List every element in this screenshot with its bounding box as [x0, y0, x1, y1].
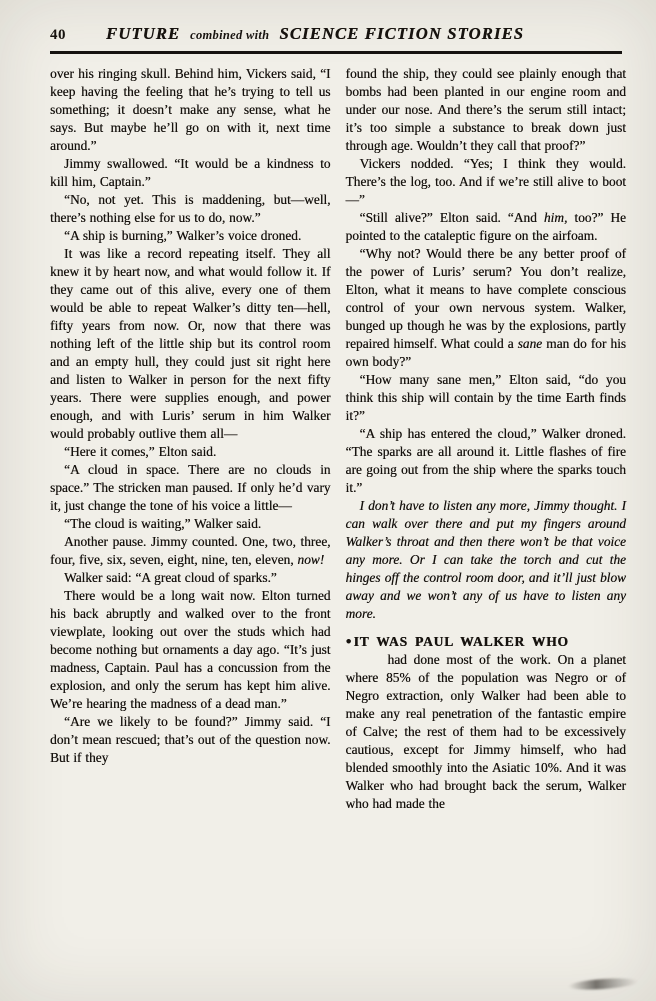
- paragraph: [346, 497, 627, 623]
- magazine-title-main: FUTURE: [106, 24, 181, 43]
- magazine-title: [106, 24, 524, 44]
- paragraph: [50, 713, 331, 767]
- text-run: “Here it comes,” Elton said.: [64, 444, 217, 459]
- text-run: “How many sane men,” Elton said, “do you think this ship will contain by the time Earth finds it?”: [345, 372, 626, 423]
- text-run: There would be a long wait now. Elton turned his back abruptly and walked over to the front viewplate, looking out over the studs which had become nothing but ornaments a day ago. “It’s just madness, Captain. Paul has a concussion from the explosion, and only the serum has kept him alive. We’re hearing the madness of a dead man.”: [50, 588, 331, 711]
- paragraph: [50, 461, 331, 515]
- text-run: “No, not yet. This is maddening, but—well, there’s nothing else for us to do, now.”: [50, 192, 331, 225]
- paragraph: [50, 569, 331, 587]
- text-run: Another pause. Jimmy counted. One, two, three, four, five, six, seven, eight, nine, ten, eleven,: [50, 534, 331, 567]
- paragraph: [50, 155, 331, 191]
- paragraph: [346, 371, 627, 425]
- paragraph: [346, 651, 627, 813]
- text-run: found the ship, they could see plainly enough that bombs had been planted in our engine room and under our nose. And there’s the serum still intact; it’s too simple a substance to break down just through age. Wouldn’t they call that proof?”: [345, 66, 626, 153]
- text-run: him,: [543, 210, 568, 225]
- text-run: had done most of the work. On a planet where 85% of the population was Negro or of Negro extraction, only Walker had been able to make any real penetration of the fantastic empire of Calve; the rest of them had to be excessively cautious, except for Jimmy himself, who had blended smoothly into the Asiatic 10%. And it was Walker who had brought back the serum, Walker who had made the: [345, 652, 626, 811]
- scan-artifact: [568, 977, 639, 992]
- text-run: “The cloud is waiting,” Walker said.: [64, 516, 262, 531]
- text-run: “Still alive?” Elton said. “And: [359, 210, 544, 225]
- paragraph: [50, 587, 331, 713]
- text-run: man do for his own body?”: [345, 336, 627, 369]
- text-run: IT WAS PAUL WALKER WHO: [353, 634, 569, 649]
- text-run: “Are we likely to be found?” Jimmy said. “I don’t mean rescued; that’s out of the question now. But if they: [50, 714, 331, 765]
- paragraph: [346, 425, 627, 497]
- text-run: “A ship has entered the cloud,” Walker droned. “The sparks are all around it. Little flashes of fire are going out from the ship where the sparks touch it.”: [345, 426, 626, 495]
- page-number: 40: [50, 27, 66, 43]
- text-run: too?” He pointed to the cataleptic figure on the airfoam.: [345, 210, 627, 243]
- paragraph: [50, 443, 331, 461]
- paragraph: [346, 65, 627, 155]
- text-run: I don’t have to listen any more, Jimmy thought. I can walk over there and put my fingers around Walker’s throat and then there won’t be that voice any more. Or I can take the torch and cut the hinges off the control room door, and it’ll just blow away and we won’t any of us have to listen any more.: [345, 498, 626, 621]
- text-columns: [50, 65, 626, 813]
- text-run: over his ringing skull. Behind him, Vickers said, “I keep having the feeling that he’s trying to tell us something; it doesn’t make any sense, what he says. But maybe he’ll go on with it, next time around.”: [50, 66, 331, 153]
- left-column: [50, 65, 331, 813]
- paragraph: [50, 191, 331, 227]
- text-run: Jimmy swallowed. “It would be a kindness to kill him, Captain.”: [50, 156, 331, 189]
- text-run: “A ship is burning,” Walker’s voice droned.: [64, 228, 302, 243]
- section-heading: [346, 633, 627, 651]
- magazine-title-second: SCIENCE FICTION STORIES: [279, 24, 525, 43]
- text-run: “Why not? Would there be any better proof of the power of Luris’ serum? You don’t realize, Elton, what it means to have complete conscious control of your own nervous system. Walker, bunged up though he was by the explosions, partly repaired himself. What could a: [345, 246, 626, 351]
- text-run: now!: [297, 552, 325, 567]
- paragraph: [50, 533, 331, 569]
- paragraph: [346, 155, 627, 209]
- paragraph: [50, 245, 331, 443]
- magazine-title-connector: combined with: [190, 28, 270, 42]
- paragraph: [50, 227, 331, 245]
- text-run: It was like a record repeating itself. They all knew it by heart now, and what would follow it. If they came out of this alive, every one of them would be able to repeat Walker’s ditty ten—hell, fifty years from now. Or, now that there was nothing left of the little ship but its control room and an empty hull, they could just sit right here and listen to Walker in person for the next fifty years. There were supplies enough, and power enough, and with Luris’ serum in him Walker would probably outlive them all—: [50, 246, 331, 441]
- paragraph: [346, 245, 627, 371]
- text-run: “A cloud in space. There are no clouds in space.” The stricken man paused. If only he’d vary it, just change the tone of his voice a little—: [50, 462, 331, 513]
- text-run: Walker said: “A great cloud of sparks.”: [64, 570, 277, 585]
- text-run: Vickers nodded. “Yes; I think they would. There’s the log, too. And if we’re still alive to boot—”: [345, 156, 626, 207]
- paragraph: [346, 209, 627, 245]
- paragraph: [50, 65, 331, 155]
- paragraph: [50, 515, 331, 533]
- page-header: [50, 0, 622, 54]
- right-column: [346, 65, 627, 813]
- text-run: sane: [517, 336, 543, 351]
- section-bullet-icon: ●: [345, 636, 352, 647]
